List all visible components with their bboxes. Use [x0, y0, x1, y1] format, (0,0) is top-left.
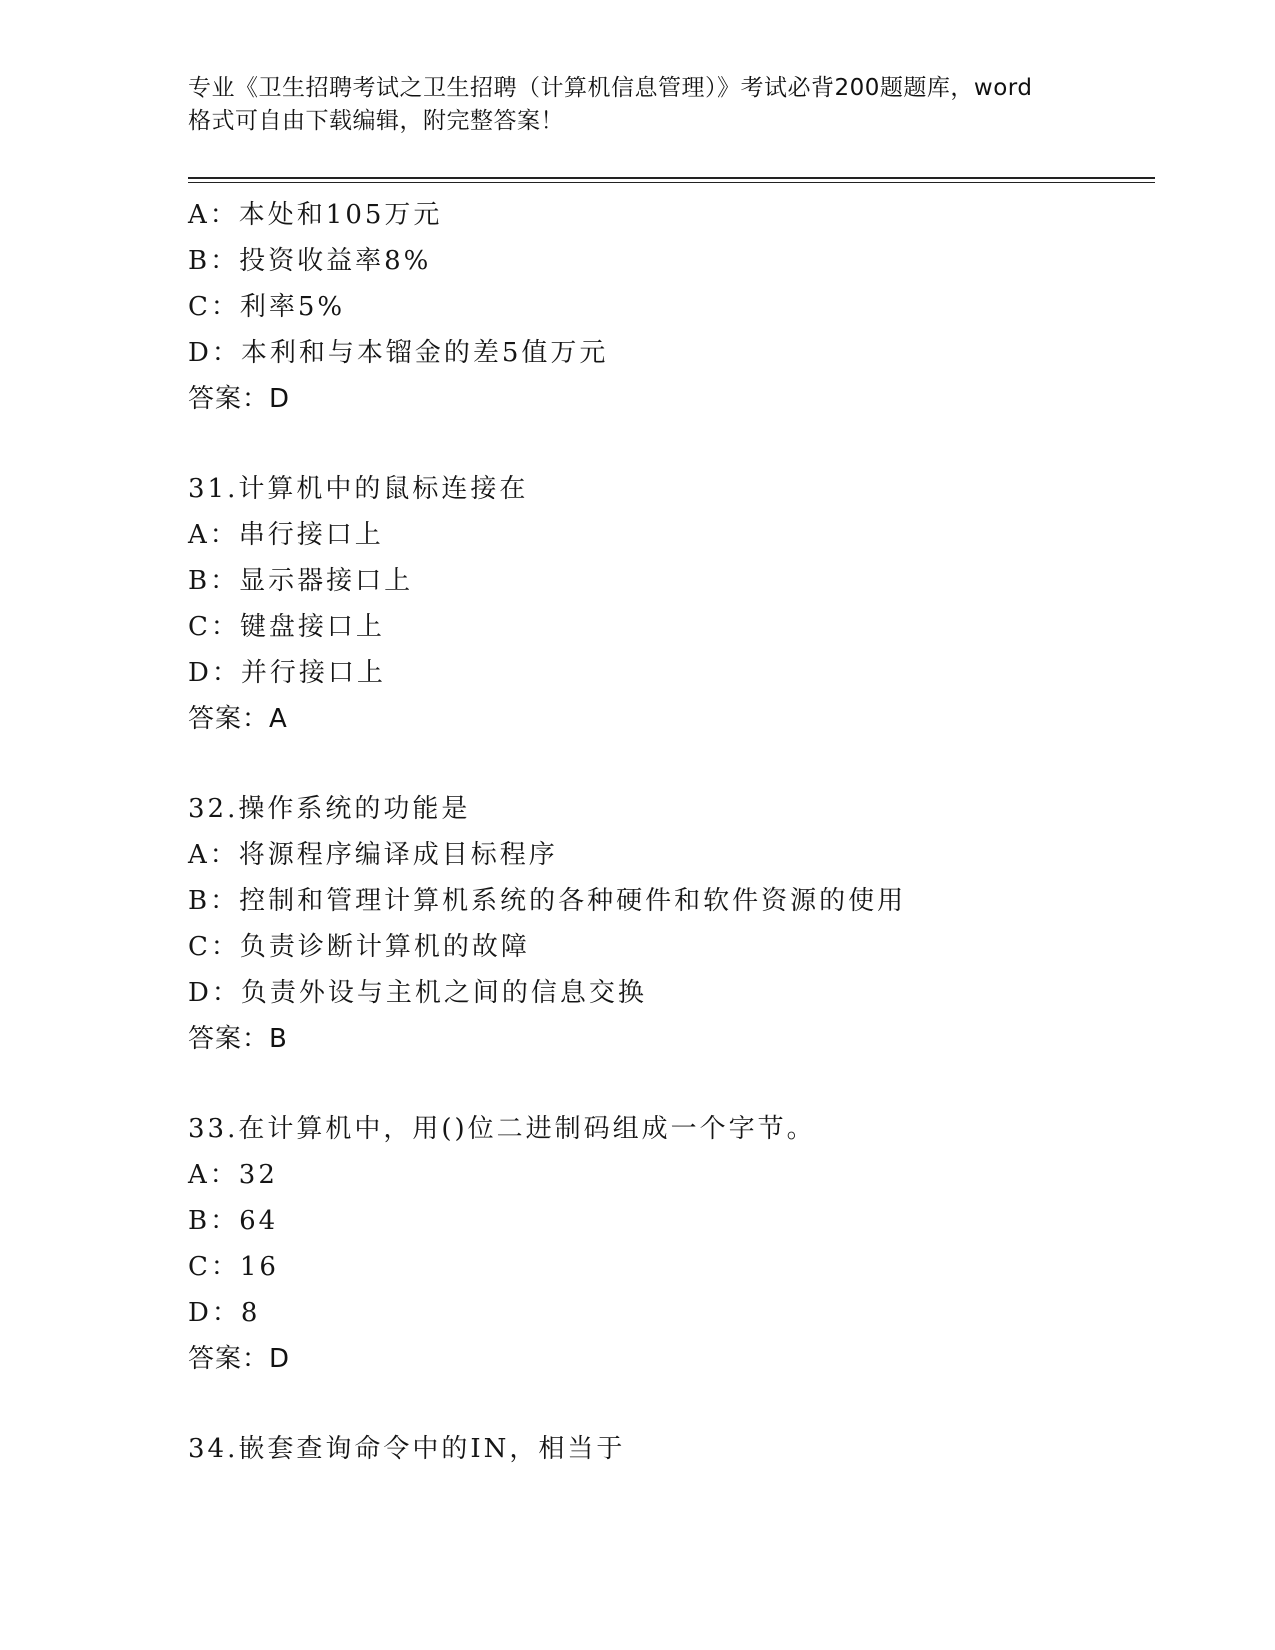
question-block	[188, 192, 1148, 422]
option-d: D：8	[188, 1298, 261, 1328]
question-block	[188, 1426, 1148, 1472]
answer-line: 答案：D	[188, 1344, 291, 1374]
block-spacer	[188, 1382, 1148, 1426]
question-block	[188, 1106, 1148, 1382]
option-b: B：投资收益率8%	[188, 246, 432, 276]
option-b: B：显示器接口上	[188, 566, 414, 596]
document-header	[188, 72, 1118, 138]
option-c: C：负责诊断计算机的故障	[188, 932, 530, 962]
option-a: A：将源程序编译成目标程序	[188, 840, 558, 870]
option-b: B：64	[188, 1206, 279, 1236]
question-list	[188, 192, 1148, 1472]
option-b: B：控制和管理计算机系统的各种硬件和软件资源的使用	[188, 886, 907, 916]
question-text: 34.嵌套查询命令中的IN，相当于	[188, 1434, 626, 1464]
option-d: D：本利和与本镏金的差5值万元	[188, 338, 609, 368]
option-a: A：串行接口上	[188, 520, 384, 550]
question-text: 31.计算机中的鼠标连接在	[188, 474, 529, 504]
block-spacer	[188, 1062, 1148, 1106]
option-a: A：本处和105万元	[188, 200, 443, 230]
option-a: A：32	[188, 1160, 278, 1190]
block-spacer	[188, 422, 1148, 466]
block-spacer	[188, 742, 1148, 786]
question-block	[188, 466, 1148, 742]
option-c: C：16	[188, 1252, 279, 1282]
option-d: D：并行接口上	[188, 658, 386, 688]
question-block	[188, 786, 1148, 1062]
answer-line: 答案：B	[188, 1024, 288, 1054]
option-c: C：键盘接口上	[188, 612, 385, 642]
question-text: 32.操作系统的功能是	[188, 794, 471, 824]
option-d: D：负责外设与主机之间的信息交换	[188, 978, 647, 1008]
question-text: 33.在计算机中，用()位二进制码组成一个字节。	[188, 1114, 816, 1144]
option-c: C：利率5%	[188, 292, 346, 322]
header-divider	[188, 177, 1155, 183]
header-title-line-1: 专业《卫生招聘考试之卫生招聘（计算机信息管理）》考试必背200题题库，word	[188, 75, 1033, 101]
header-title-line-2: 格式可自由下载编辑，附完整答案！	[188, 108, 564, 134]
answer-line: 答案：A	[188, 704, 288, 734]
answer-line: 答案：D	[188, 384, 291, 414]
